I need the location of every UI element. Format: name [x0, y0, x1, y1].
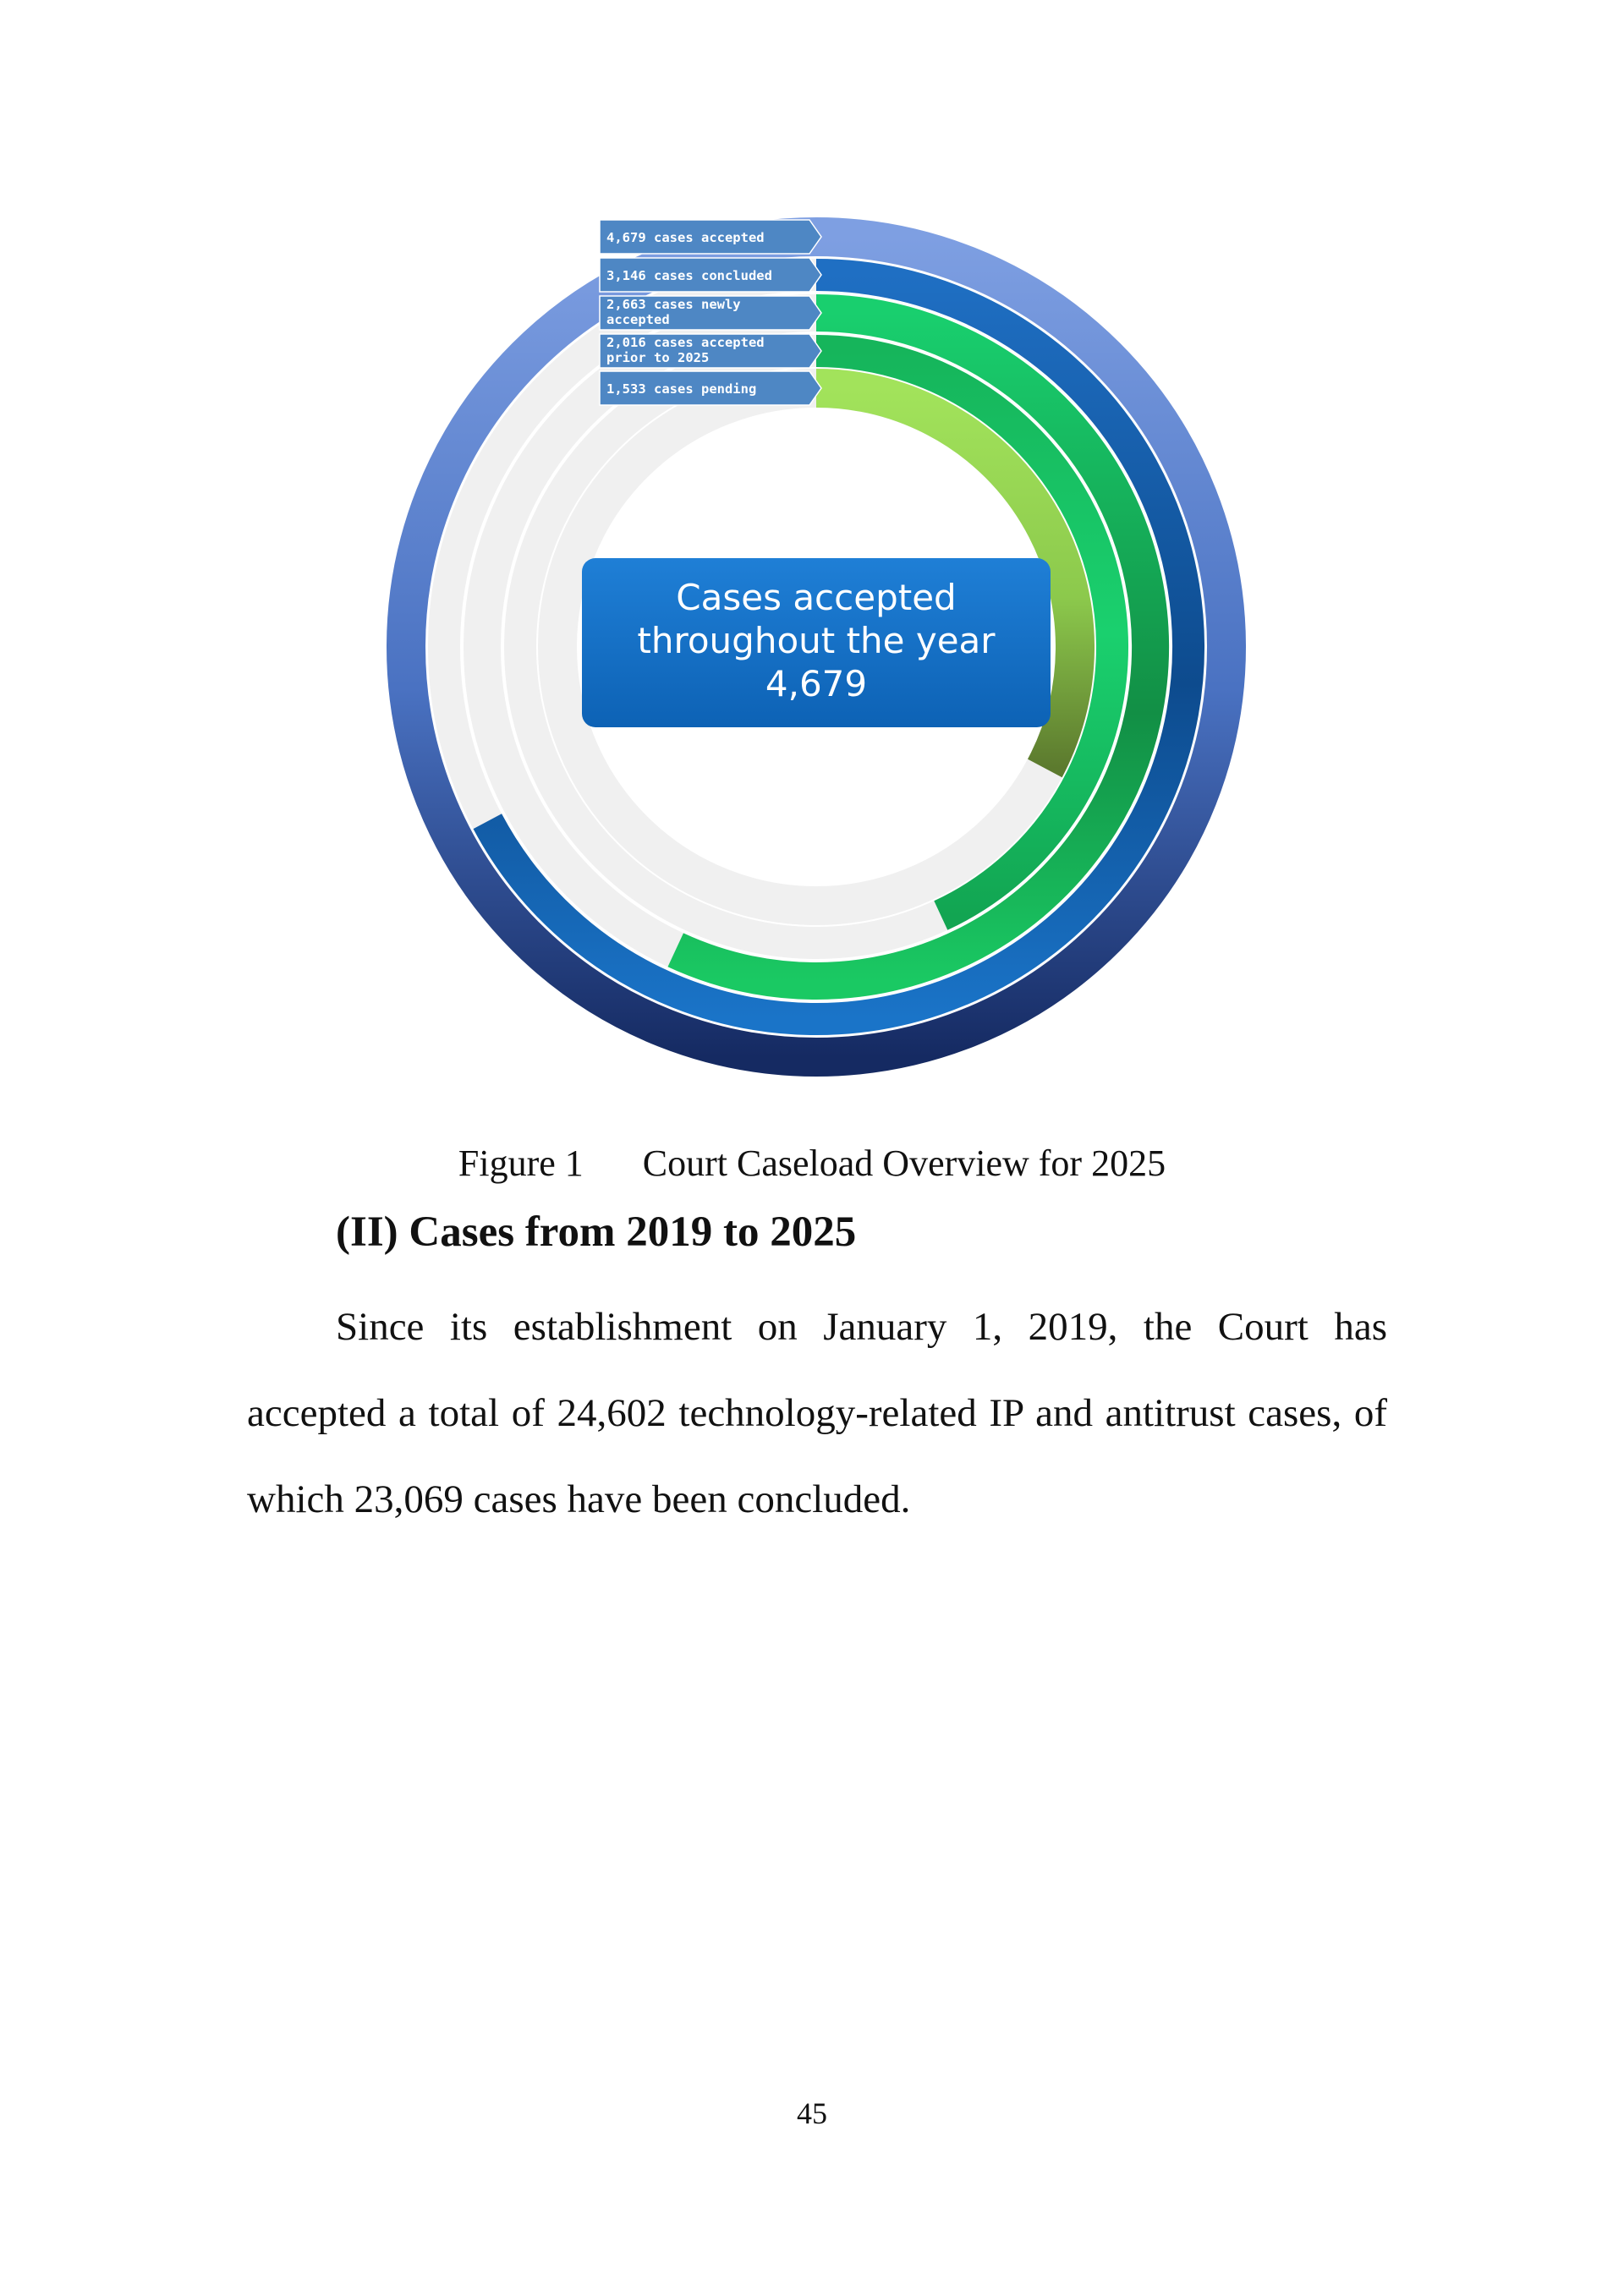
ring-label-text: 4,679 cases accepted [606, 230, 765, 245]
center-line-2: throughout the year [637, 620, 996, 661]
ring-label-text: accepted [606, 312, 670, 327]
figure-caption [0, 1142, 1624, 1185]
ring-label-1-533-cases-pending [600, 371, 821, 405]
caseload-radial-chart [372, 199, 1269, 1112]
ring-label-text: prior to 2025 [606, 350, 710, 365]
body-paragraph: Since its establishment on January 1, 2019, the Court has accepted a total of 24,602 technology-related IP and antitrust cases, of which 23,069 cases have been concluded. [247, 1305, 1387, 1521]
ring-label-text: 2,016 cases accepted [606, 335, 765, 350]
ring-label-text: 2,663 cases newly [606, 297, 741, 312]
center-line-3: 4,679 [765, 663, 868, 704]
ring-label-3-146-cases-concluded [600, 258, 821, 292]
ring-labels [600, 220, 821, 405]
center-line-1: Cases accepted [676, 577, 957, 618]
ring-label-4-679-cases-accepted [600, 220, 821, 254]
section-heading: (II) Cases from 2019 to 2025 [336, 1208, 857, 1256]
page-number: 45 [797, 2096, 827, 2130]
center-box [582, 558, 1051, 727]
ring-label-2-663-cases-newly-accepted [600, 296, 821, 330]
ring-label-2-016-cases-accepted-prior-to-2025 [600, 334, 821, 368]
figure-number: Figure 1 [458, 1143, 584, 1184]
figure-title: Court Caseload Overview for 2025 [642, 1143, 1166, 1184]
ring-label-text: 3,146 cases concluded [606, 268, 772, 283]
ring-label-text: 1,533 cases pending [606, 381, 757, 397]
